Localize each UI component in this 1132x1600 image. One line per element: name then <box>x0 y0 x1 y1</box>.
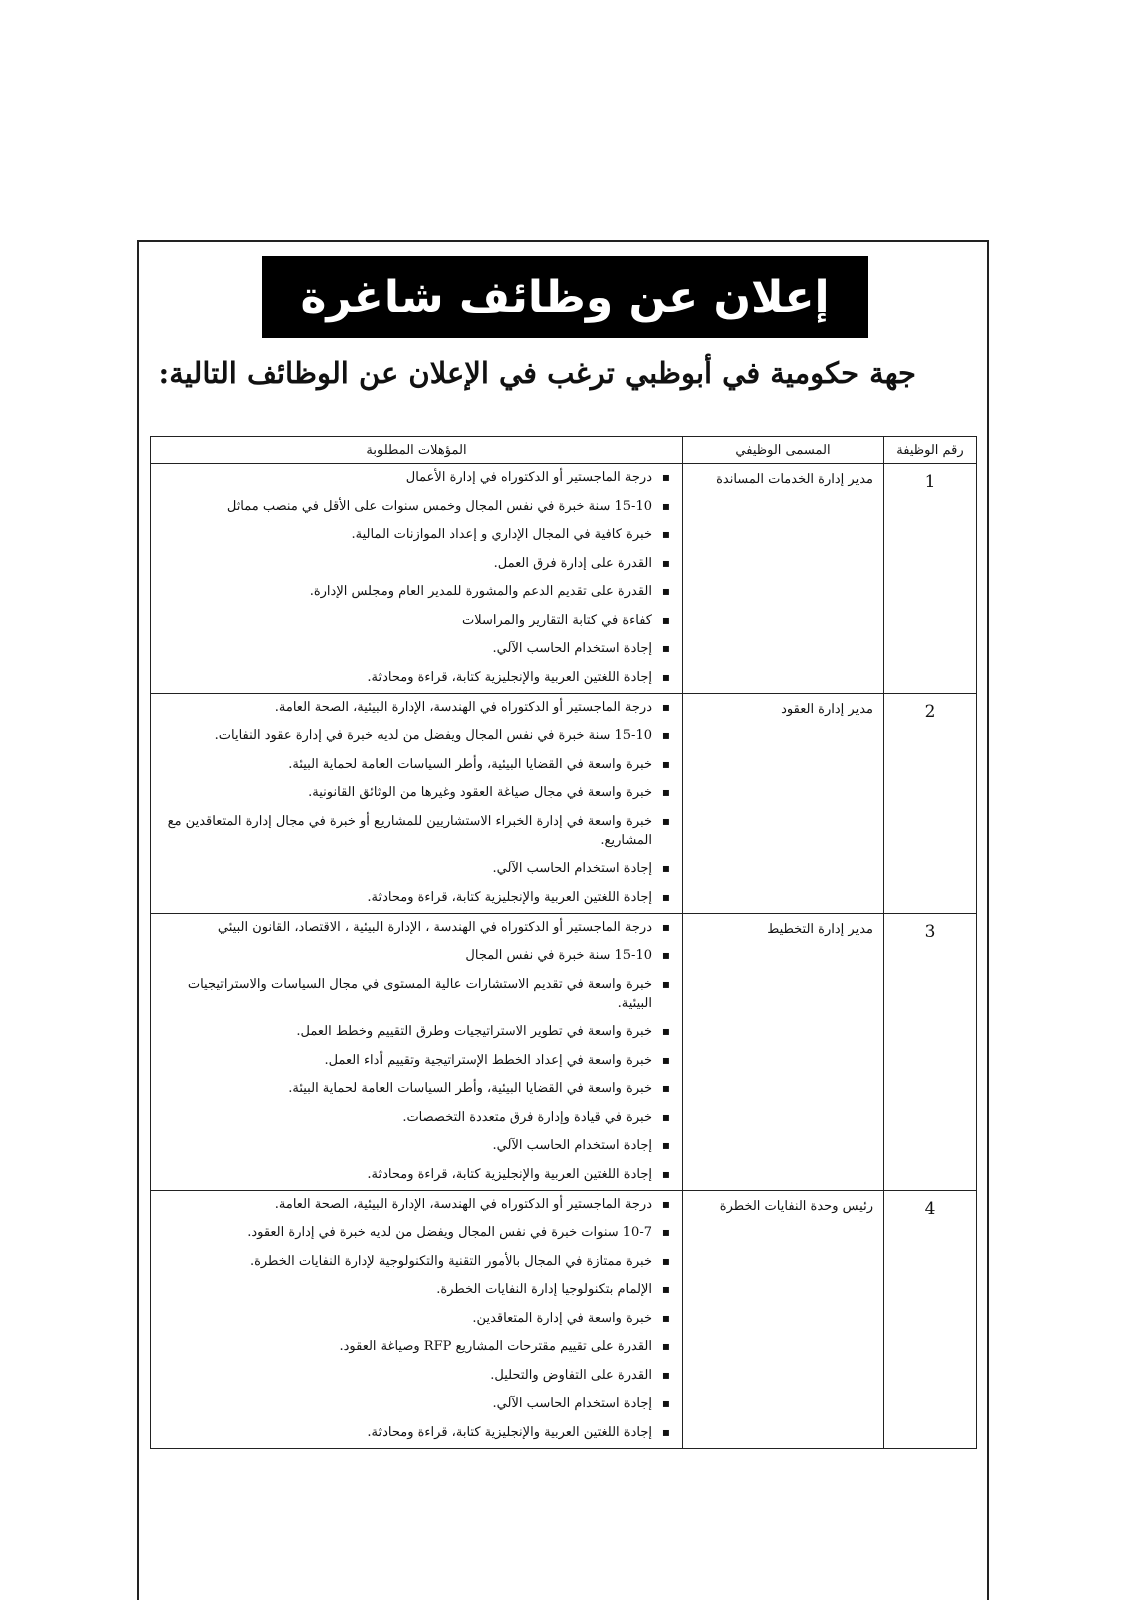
list-item: ▪ القدرة على التفاوض والتحليل. <box>159 1366 670 1385</box>
list-item: ▪ 15-10 سنة خبرة في نفس المجال وخمس سنوات على الأقل في منصب مماثل <box>159 497 670 516</box>
page-title: إعلان عن وظائف شاغرة <box>300 271 830 323</box>
job-number: 1 <box>884 464 977 694</box>
table-row <box>151 1190 977 1448</box>
list-item: ▪ درجة الماجستير أو الدكتوراه في الهندسة ، الإدارة البيئية ، الاقتصاد، القانون البيئي <box>159 918 670 937</box>
list-item: ▪ إجادة اللغتين العربية والإنجليزية كتابة، قراءة ومحادثة. <box>159 1423 670 1442</box>
list-item: ▪ خبرة في قيادة وإدارة فرق متعددة التخصصات. <box>159 1108 670 1127</box>
jobs-table <box>150 436 977 1449</box>
list-item: ▪ خبرة ممتازة في المجال بالأمور التقنية والتكنولوجية لإدارة النفايات الخطرة. <box>159 1252 670 1271</box>
list-item: ▪ درجة الماجستير أو الدكتوراه في إدارة الأعمال <box>159 468 670 487</box>
list-item: ▪ إجادة اللغتين العربية والإنجليزية كتابة، قراءة ومحادثة. <box>159 1165 670 1184</box>
job-title: رئيس وحدة النفايات الخطرة <box>683 1190 884 1448</box>
list-item: ▪ إجادة استخدام الحاسب الآلي. <box>159 1136 670 1155</box>
column-header-number: رقم الوظيفة <box>884 437 977 464</box>
job-title: مدير إدارة الخدمات المساندة <box>683 464 884 694</box>
qualifications-list <box>159 1195 670 1442</box>
job-qualifications <box>151 913 683 1190</box>
qualifications-list <box>159 918 670 1184</box>
list-item: ▪ 15-10 سنة خبرة في نفس المجال ويفضل من لديه خبرة في إدارة عقود النفايات. <box>159 726 670 745</box>
qualifications-list <box>159 468 670 687</box>
list-item: ▪ درجة الماجستير أو الدكتوراه في الهندسة، الإدارة البيئية، الصحة العامة. <box>159 698 670 717</box>
list-item: ▪ القدرة على إدارة فرق العمل. <box>159 554 670 573</box>
page-title-banner <box>262 256 868 338</box>
list-item: ▪ درجة الماجستير أو الدكتوراه في الهندسة، الإدارة البيئية، الصحة العامة. <box>159 1195 670 1214</box>
qualifications-list <box>159 698 670 907</box>
list-item: ▪ القدرة على تقييم مقترحات المشاريع RFP وصياغة العقود. <box>159 1337 670 1356</box>
column-header-title: المسمى الوظيفي <box>683 437 884 464</box>
job-number: 4 <box>884 1190 977 1448</box>
job-title: مدير إدارة العقود <box>683 693 884 913</box>
job-number: 2 <box>884 693 977 913</box>
list-item: ▪ خبرة واسعة في إعداد الخطط الإستراتيجية وتقييم أداء العمل. <box>159 1051 670 1070</box>
list-item: ▪ خبرة واسعة في إدارة المتعاقدين. <box>159 1309 670 1328</box>
list-item: ▪ خبرة كافية في المجال الإداري و إعداد الموازنات المالية. <box>159 525 670 544</box>
table-row <box>151 913 977 1190</box>
list-item: ▪ خبرة واسعة في إدارة الخبراء الاستشاريين للمشاريع أو خبرة في مجال إدارة المتعاقدين مع المشاريع. <box>159 812 670 850</box>
list-item: ▪ إجادة استخدام الحاسب الآلي. <box>159 1394 670 1413</box>
job-title: مدير إدارة التخطيط <box>683 913 884 1190</box>
job-qualifications <box>151 693 683 913</box>
job-qualifications <box>151 464 683 694</box>
list-item: ▪ إجادة استخدام الحاسب الآلي. <box>159 639 670 658</box>
column-header-qualifications: المؤهلات المطلوبة <box>151 437 683 464</box>
list-item: ▪ الإلمام بتكنولوجيا إدارة النفايات الخطرة. <box>159 1280 670 1299</box>
job-qualifications <box>151 1190 683 1448</box>
job-number: 3 <box>884 913 977 1190</box>
list-item: ▪ إجادة اللغتين العربية والإنجليزية كتابة، قراءة ومحادثة. <box>159 888 670 907</box>
list-item: ▪ خبرة واسعة في القضايا البيئية، وأطر السياسات العامة لحماية البيئة. <box>159 755 670 774</box>
table-row <box>151 693 977 913</box>
table-header-row <box>151 437 977 464</box>
list-item: ▪ 15-10 سنة خبرة في نفس المجال <box>159 946 670 965</box>
list-item: ▪ القدرة على تقديم الدعم والمشورة للمدير العام ومجلس الإدارة. <box>159 582 670 601</box>
table-row <box>151 464 977 694</box>
list-item: ▪ خبرة واسعة في تطوير الاستراتيجيات وطرق التقييم وخطط العمل. <box>159 1022 670 1041</box>
list-item: ▪ خبرة واسعة في تقديم الاستشارات عالية المستوى في مجال السياسات والاستراتيجيات البيئية. <box>159 975 670 1013</box>
list-item: ▪ إجادة استخدام الحاسب الآلي. <box>159 859 670 878</box>
list-item: ▪ خبرة واسعة في مجال صياغة العقود وغيرها من الوثائق القانونية. <box>159 783 670 802</box>
list-item: ▪ خبرة واسعة في القضايا البيئية، وأطر السياسات العامة لحماية البيئة. <box>159 1079 670 1098</box>
list-item: ▪ 10-7 سنوات خبرة في نفس المجال ويفضل من لديه خبرة في إدارة العقود. <box>159 1223 670 1242</box>
page-subtitle: جهة حكومية في أبوظبي ترغب في الإعلان عن الوظائف التالية: <box>158 356 916 390</box>
list-item: ▪ كفاءة في كتابة التقارير والمراسلات <box>159 611 670 630</box>
list-item: ▪ إجادة اللغتين العربية والإنجليزية كتابة، قراءة ومحادثة. <box>159 668 670 687</box>
